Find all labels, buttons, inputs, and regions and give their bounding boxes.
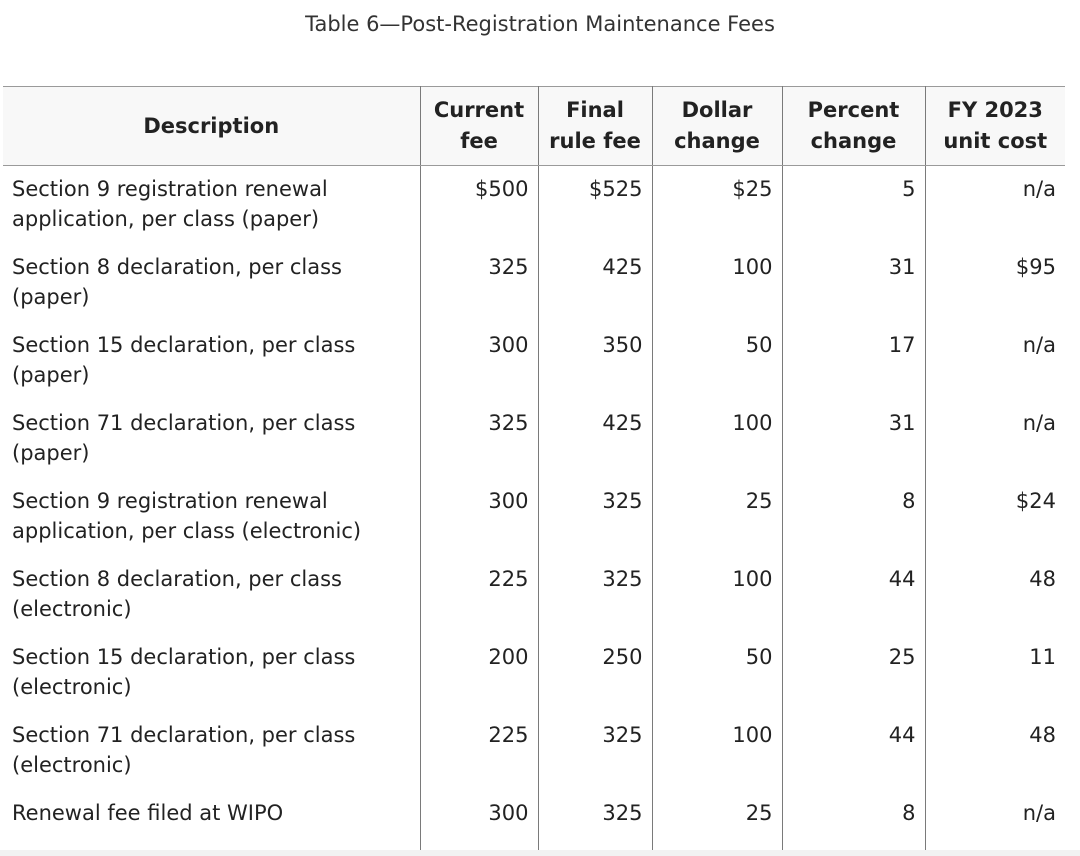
- table-header: [3, 87, 1065, 166]
- cell-current-fee: 300: [420, 478, 538, 556]
- cell-final-rule-fee: $525: [538, 166, 652, 244]
- cell-current-fee: 325: [420, 244, 538, 322]
- cell-percent-change: 44: [782, 712, 925, 790]
- table-row: [3, 322, 1065, 400]
- cell-dollar-change: $25: [652, 166, 782, 244]
- page-bottom-band: [0, 850, 1080, 856]
- cell-dollar-change: 25: [652, 790, 782, 854]
- cell-percent-change: 8: [782, 478, 925, 556]
- table-row: [3, 556, 1065, 634]
- cell-description: Section 71 declaration, per class (paper): [3, 400, 420, 478]
- cell-unit-cost: 48: [925, 556, 1065, 634]
- cell-current-fee: 200: [420, 634, 538, 712]
- table-row: [3, 712, 1065, 790]
- cell-description: Section 9 registration renewal application, per class (paper): [3, 166, 420, 244]
- table-row: [3, 400, 1065, 478]
- cell-description: Section 71 declaration, per class (electronic): [3, 712, 420, 790]
- header-final-rule-fee: Final rule fee: [538, 87, 652, 166]
- header-percent-change: Percent change: [782, 87, 925, 166]
- cell-description: Section 15 declaration, per class (paper): [3, 322, 420, 400]
- cell-final-rule-fee: 350: [538, 322, 652, 400]
- cell-final-rule-fee: 325: [538, 478, 652, 556]
- cell-final-rule-fee: 325: [538, 790, 652, 854]
- cell-dollar-change: 100: [652, 712, 782, 790]
- cell-final-rule-fee: 325: [538, 556, 652, 634]
- header-description: Description: [3, 87, 420, 166]
- cell-unit-cost: $95: [925, 244, 1065, 322]
- cell-percent-change: 25: [782, 634, 925, 712]
- table-row: [3, 478, 1065, 556]
- cell-unit-cost: $24: [925, 478, 1065, 556]
- cell-dollar-change: 100: [652, 400, 782, 478]
- table-row: [3, 244, 1065, 322]
- cell-current-fee: 325: [420, 400, 538, 478]
- table-row: [3, 166, 1065, 244]
- cell-description: Renewal fee filed at WIPO: [3, 790, 420, 854]
- cell-final-rule-fee: 425: [538, 400, 652, 478]
- cell-unit-cost: 11: [925, 634, 1065, 712]
- cell-description: Section 9 registration renewal application, per class (electronic): [3, 478, 420, 556]
- cell-percent-change: 31: [782, 244, 925, 322]
- table-body: [3, 166, 1065, 854]
- header-dollar-change: Dollar change: [652, 87, 782, 166]
- cell-percent-change: 44: [782, 556, 925, 634]
- cell-percent-change: 31: [782, 400, 925, 478]
- cell-current-fee: $500: [420, 166, 538, 244]
- header-unit-cost: FY 2023 unit cost: [925, 87, 1065, 166]
- header-row: [3, 87, 1065, 166]
- cell-final-rule-fee: 425: [538, 244, 652, 322]
- maintenance-fees-table: [3, 86, 1065, 854]
- cell-description: Section 8 declaration, per class (paper): [3, 244, 420, 322]
- cell-unit-cost: n/a: [925, 166, 1065, 244]
- cell-current-fee: 300: [420, 322, 538, 400]
- cell-final-rule-fee: 325: [538, 712, 652, 790]
- cell-percent-change: 5: [782, 166, 925, 244]
- cell-current-fee: 225: [420, 556, 538, 634]
- cell-dollar-change: 50: [652, 634, 782, 712]
- table-row: [3, 634, 1065, 712]
- cell-unit-cost: n/a: [925, 790, 1065, 854]
- cell-dollar-change: 100: [652, 244, 782, 322]
- cell-dollar-change: 100: [652, 556, 782, 634]
- table-row: [3, 790, 1065, 854]
- table-caption: Table 6—Post-Registration Maintenance Fees: [305, 12, 775, 36]
- cell-current-fee: 225: [420, 712, 538, 790]
- cell-percent-change: 8: [782, 790, 925, 854]
- cell-current-fee: 300: [420, 790, 538, 854]
- cell-description: Section 15 declaration, per class (electronic): [3, 634, 420, 712]
- cell-dollar-change: 25: [652, 478, 782, 556]
- header-current-fee: Current fee: [420, 87, 538, 166]
- cell-final-rule-fee: 250: [538, 634, 652, 712]
- cell-percent-change: 17: [782, 322, 925, 400]
- cell-dollar-change: 50: [652, 322, 782, 400]
- cell-unit-cost: 48: [925, 712, 1065, 790]
- cell-unit-cost: n/a: [925, 322, 1065, 400]
- cell-unit-cost: n/a: [925, 400, 1065, 478]
- cell-description: Section 8 declaration, per class (electronic): [3, 556, 420, 634]
